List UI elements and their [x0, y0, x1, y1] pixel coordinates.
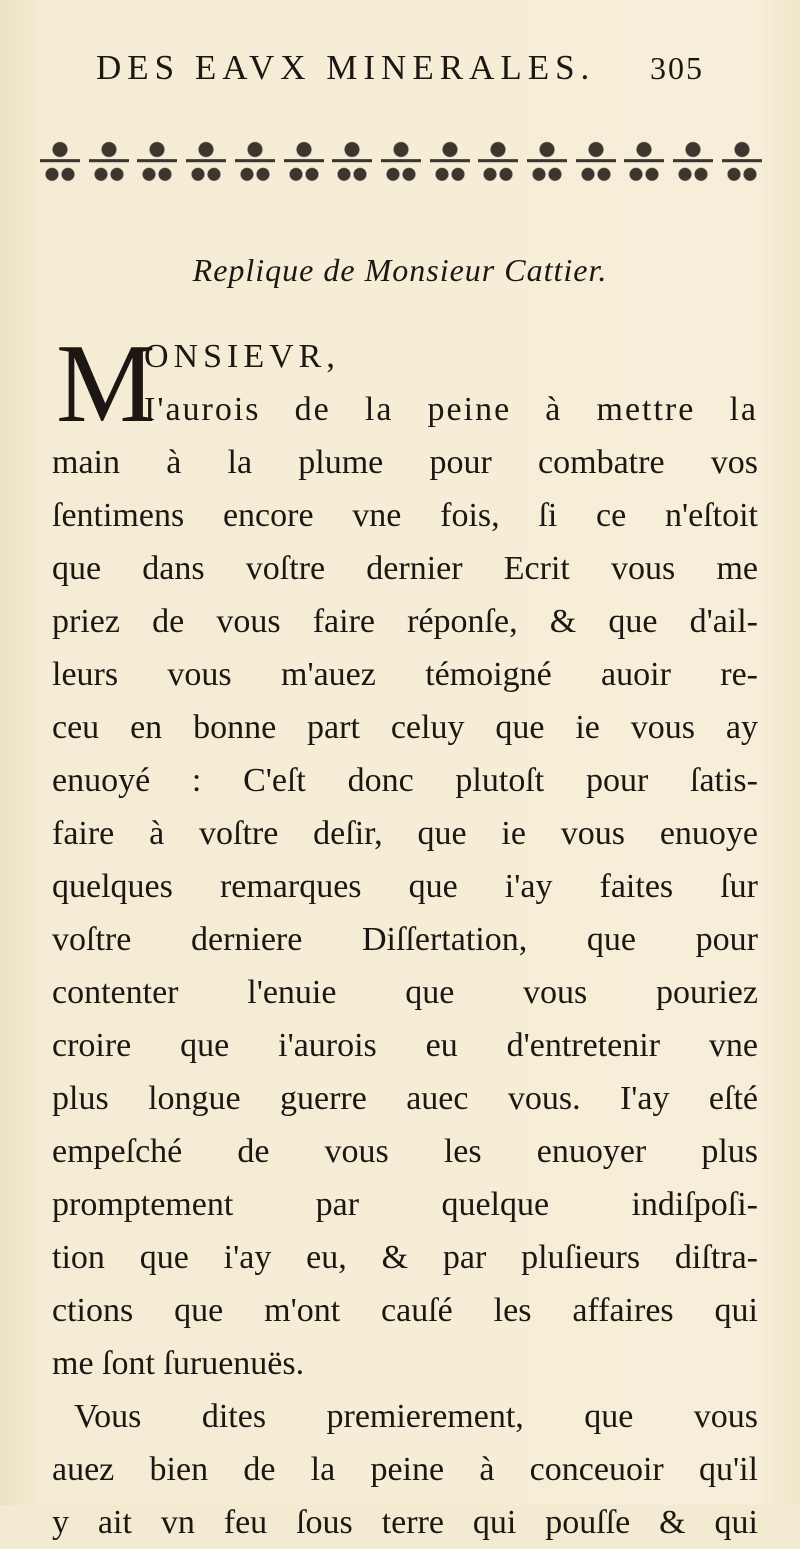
fleuron-icon [40, 134, 80, 196]
ornament-band [40, 130, 762, 200]
text-line: croire que i'aurois eu d'entretenir vne [52, 1027, 758, 1064]
text-line: quelques remarques que i'ay faites ſur [52, 868, 758, 905]
body-text [52, 322, 758, 1549]
fleuron-icon [430, 134, 470, 196]
text-line: contenter l'enuie que vous pouriez [52, 974, 758, 1011]
text-line: voſtre derniere Diſſertation, que pour [52, 921, 758, 958]
fleuron-icon [89, 134, 129, 196]
fleuron-icon [235, 134, 275, 196]
text-line: empeſché de vous les enuoyer plus [52, 1133, 758, 1170]
text-line: y ait vn feu ſous terre qui pouſſe & qui [52, 1504, 758, 1541]
text-line: tion que i'ay eu, & par pluſieurs diſtra- [52, 1239, 758, 1276]
text-line: ſentimens encore vne fois, ſi ce n'eſtoit [52, 497, 758, 534]
section-heading: Replique de Monsieur Cattier. [192, 252, 608, 288]
fleuron-icon [332, 134, 372, 196]
fleuron-icon [186, 134, 226, 196]
fleuron-icon [673, 134, 713, 196]
page-number: 305 [650, 50, 705, 86]
text-line: leurs vous m'auez témoigné auoir re- [52, 656, 758, 693]
text-line: faire à voſtre deſir, que ie vous enuoye [52, 815, 758, 852]
running-head [0, 48, 800, 88]
text-line: promptement par quelque indiſpoſi- [52, 1186, 758, 1223]
drop-cap: M [56, 322, 156, 446]
fleuron-icon [381, 134, 421, 196]
text-line: plus longue guerre auec vous. I'ay eſté [52, 1080, 758, 1117]
text-line: ONSIEVR, [144, 338, 340, 375]
text-line: main à la plume pour combatre vos [52, 444, 758, 481]
text-line: que dans voſtre dernier Ecrit vous me [52, 550, 758, 587]
text-line: Vous dites premierement, que vous [74, 1398, 758, 1435]
fleuron-icon [624, 134, 664, 196]
text-line: auez bien de la peine à conceuoir qu'il [52, 1451, 758, 1488]
text-line: ctions que m'ont cauſé les affaires qui [52, 1292, 758, 1329]
running-head-title: DES EAVX MINERALES. [95, 48, 596, 87]
text-line: enuoyé : C'eſt donc plutoſt pour ſatis- [52, 762, 758, 799]
fleuron-icon [527, 134, 567, 196]
fleuron-icon [576, 134, 616, 196]
fleuron-icon [284, 134, 324, 196]
fleuron-icon [722, 134, 762, 196]
text-line: me ſont ſuruenuës. [52, 1345, 305, 1382]
fleuron-icon [137, 134, 177, 196]
fleuron-icon [478, 134, 518, 196]
text-line: priez de vous faire réponſe, & que d'ail- [52, 603, 758, 640]
text-line: I'aurois de la peine à mettre la [144, 391, 758, 428]
text-line: ceu en bonne part celuy que ie vous ay [52, 709, 758, 746]
